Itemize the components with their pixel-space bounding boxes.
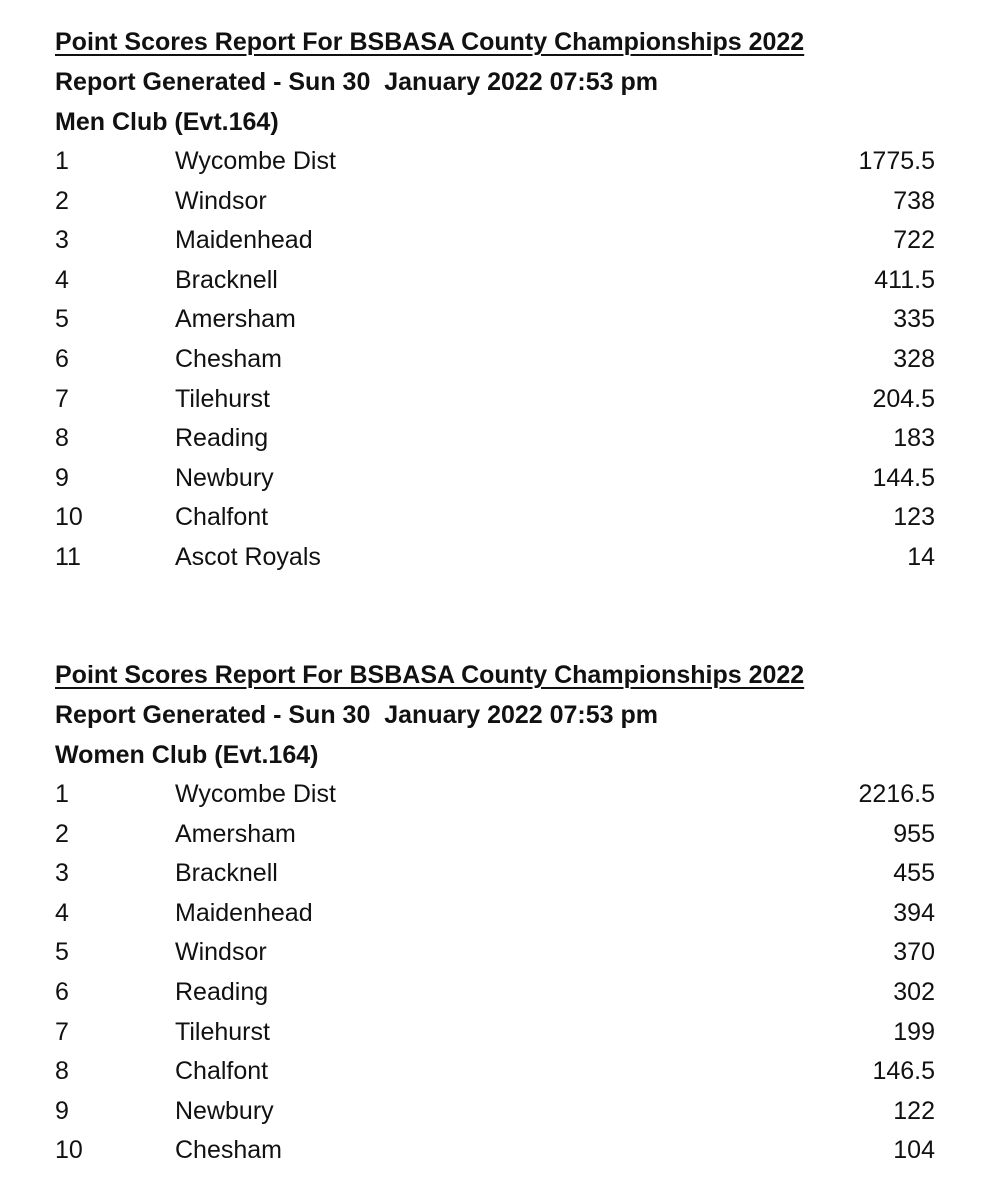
rank-cell: 2 (55, 819, 69, 848)
women-club-report (55, 655, 935, 1171)
table-row (55, 498, 935, 538)
table-row (55, 221, 935, 261)
club-name: Maidenhead (175, 226, 313, 255)
rank-cell: 10 (55, 503, 83, 532)
club-name: Windsor (175, 938, 267, 967)
rank-cell: 6 (55, 344, 69, 373)
event-heading: Women Club (Evt.164) (55, 741, 319, 769)
score-value: 14 (907, 542, 935, 571)
club-name: Newbury (175, 1096, 274, 1125)
score-value: 328 (893, 344, 935, 373)
men-club-report (55, 22, 935, 578)
score-value: 122 (893, 1096, 935, 1125)
table-row (55, 300, 935, 340)
rank-cell: 4 (55, 265, 69, 294)
club-name: Bracknell (175, 265, 278, 294)
rank-cell: 8 (55, 424, 69, 453)
club-name: Tilehurst (175, 1017, 270, 1046)
score-value: 722 (893, 226, 935, 255)
rank-cell: 6 (55, 977, 69, 1006)
rank-cell: 3 (55, 859, 69, 888)
report-title: Point Scores Report For BSBASA County Championships 2022 (55, 28, 805, 56)
club-name: Bracknell (175, 859, 278, 888)
score-value: 455 (893, 859, 935, 888)
score-value: 411.5 (874, 265, 935, 294)
rank-cell: 9 (55, 1096, 69, 1125)
score-value: 146.5 (872, 1057, 935, 1086)
rank-cell: 5 (55, 938, 69, 967)
table-row (55, 854, 935, 894)
table-row (55, 1092, 935, 1132)
score-value: 144.5 (872, 463, 935, 492)
rank-cell: 5 (55, 305, 69, 334)
score-value: 204.5 (872, 384, 935, 413)
rank-cell: 11 (55, 542, 81, 571)
club-name: Maidenhead (175, 898, 313, 927)
club-name: Chalfont (175, 503, 269, 532)
club-name: Reading (175, 977, 269, 1006)
rank-cell: 4 (55, 898, 69, 927)
score-value: 738 (893, 186, 935, 215)
rank-cell: 1 (55, 780, 69, 808)
table-row (55, 894, 935, 934)
rank-cell: 9 (55, 463, 69, 492)
score-value: 1775.5 (858, 147, 935, 175)
report-title: Point Scores Report For BSBASA County Championships 2022 (55, 661, 805, 689)
club-name: Amersham (175, 819, 296, 848)
score-value: 123 (893, 503, 935, 532)
event-heading: Men Club (Evt.164) (55, 108, 279, 136)
club-name: Reading (175, 424, 269, 453)
club-name: Chesham (175, 1136, 282, 1165)
table-row (55, 1052, 935, 1092)
club-name: Newbury (175, 463, 274, 492)
score-value: 955 (893, 819, 935, 848)
score-value: 394 (893, 898, 935, 927)
table-row (55, 1013, 935, 1053)
table-row (55, 815, 935, 855)
club-name: Windsor (175, 186, 267, 215)
score-table (55, 775, 935, 1171)
score-value: 183 (893, 424, 935, 453)
table-row (55, 419, 935, 459)
rank-cell: 2 (55, 186, 69, 215)
table-row (55, 933, 935, 973)
table-row (55, 340, 935, 380)
club-name: Chesham (175, 344, 282, 373)
table-row (55, 182, 935, 222)
table-row (55, 775, 935, 815)
table-row (55, 1131, 935, 1171)
table-row (55, 459, 935, 499)
table-row (55, 973, 935, 1013)
club-name: Amersham (175, 305, 296, 334)
table-row (55, 142, 935, 182)
table-row (55, 380, 935, 420)
rank-cell: 7 (55, 384, 69, 413)
rank-cell: 7 (55, 1017, 69, 1046)
report-generated: Report Generated - Sun 30 January 2022 07:53 pm (55, 68, 659, 96)
score-table (55, 142, 935, 578)
score-value: 370 (893, 938, 935, 967)
score-value: 104 (893, 1136, 935, 1165)
club-name: Tilehurst (175, 384, 270, 413)
club-name: Wycombe Dist (175, 780, 336, 808)
score-value: 2216.5 (858, 780, 935, 808)
club-name: Wycombe Dist (175, 147, 336, 175)
table-row (55, 538, 935, 578)
club-name: Chalfont (175, 1057, 269, 1086)
rank-cell: 1 (55, 147, 69, 175)
table-row (55, 261, 935, 301)
score-value: 302 (893, 977, 935, 1006)
score-value: 335 (893, 305, 935, 334)
club-name: Ascot Royals (175, 542, 321, 571)
rank-cell: 8 (55, 1057, 69, 1086)
score-value: 199 (893, 1017, 935, 1046)
rank-cell: 3 (55, 226, 69, 255)
rank-cell: 10 (55, 1136, 83, 1165)
report-generated: Report Generated - Sun 30 January 2022 07:53 pm (55, 701, 659, 729)
